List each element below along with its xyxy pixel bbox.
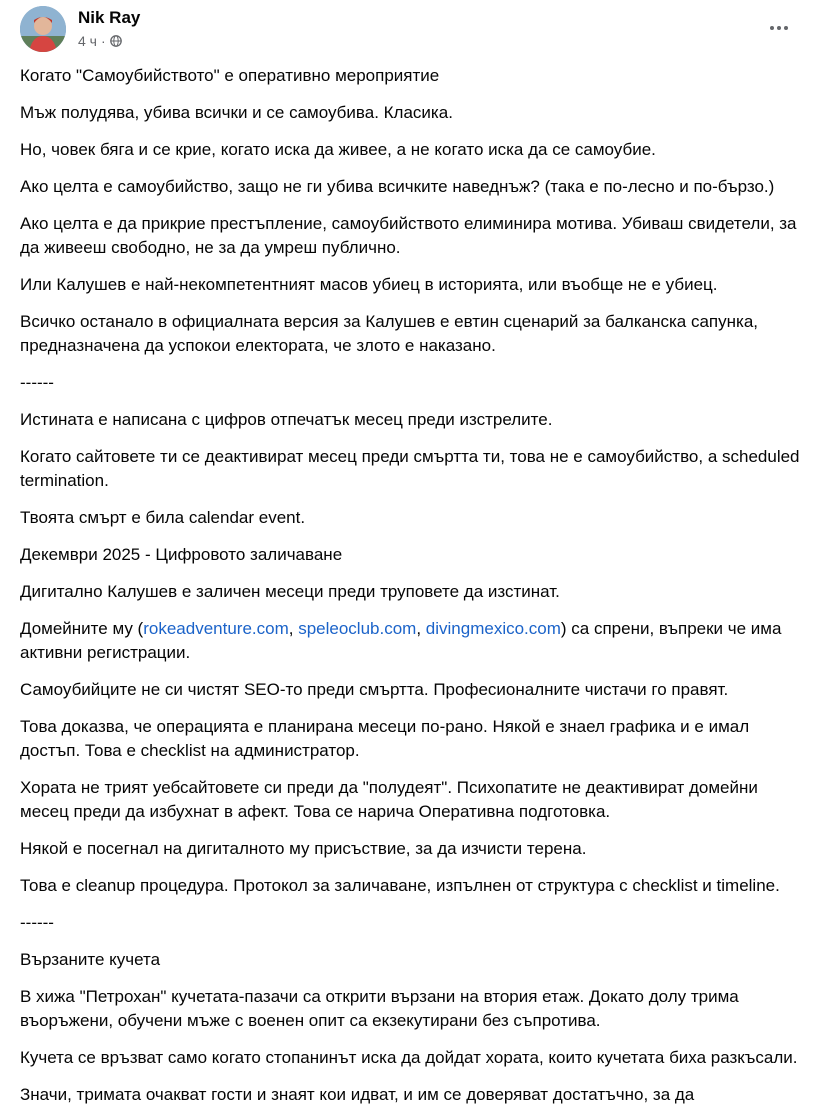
paragraph: Това доказва, че операцията е планирана месеци по-рано. Някой е знаел графика и е имал достъп. Това е checklist на администратор.	[20, 717, 750, 760]
post-header	[20, 6, 801, 56]
paragraph: Значи, тримата очакват гости и знаят кои идват, и им се доверяват достатъчно, за да	[20, 1085, 695, 1104]
paragraph: Хората не трият уебсайтовете си преди да "полудеят". Психопатите не деактивират домейни месец преди да избухнат в афект. Това се нарича Оперативна подготовка.	[20, 778, 758, 821]
paragraph: Всичко останало в официалната версия за Калушев е евтин сценарий за балканска сапунка, предназначена да успокои електората, че злото е наказано.	[20, 312, 759, 355]
domain-link-speleoclub[interactable]: speleoclub.com	[298, 619, 417, 638]
text: ,	[288, 619, 299, 638]
post-meta	[78, 33, 122, 49]
text: Домейните му (	[20, 619, 144, 638]
text: ,	[416, 619, 426, 638]
meta-separator: ·	[100, 33, 106, 49]
avatar[interactable]	[20, 6, 66, 52]
paragraph: Твоята смърт е била calendar event.	[20, 508, 306, 527]
text: ) са спрени, въпреки че има активни регистрации.	[20, 619, 782, 662]
post-time[interactable]: 4 ч	[78, 33, 97, 49]
paragraph: Когато "Самоубийството" е оперативно мероприятие	[20, 66, 440, 85]
domain-link-rokeadventure[interactable]: rokeadventure.com	[143, 619, 289, 638]
globe-icon[interactable]	[110, 35, 122, 47]
paragraph: Някой е посегнал на дигиталното му присъствие, за да изчисти терена.	[20, 839, 587, 858]
paragraph: Ако целта е самоубийство, защо не ги убива всичките наведнъж? (така е по-лесно и по-бързо.)	[20, 177, 775, 196]
domain-link-divingmexico[interactable]: divingmexico.com	[425, 619, 561, 638]
paragraph: Истината е написана с цифров отпечатък месец преди изстрелите.	[20, 410, 553, 429]
paragraph: В хижа "Петрохан" кучетата-пазачи са открити вързани на втория етаж. Докато долу трима въоръжени, обучени мъже с военен опит са екзекутирани без съпротива.	[20, 987, 739, 1030]
post-text	[20, 64, 805, 1120]
paragraph: Вързаните кучета	[20, 950, 161, 969]
more-horizontal-icon	[770, 26, 774, 30]
paragraph: Това е cleanup процедура. Протокол за заличаване, изпълнен от структура с checklist и timeline.	[20, 876, 780, 895]
paragraph: Декември 2025 - Цифровото заличаване	[20, 545, 343, 564]
paragraph: Или Калушев е най-некомпетентният масов убиец в историята, или въобще не е убиец.	[20, 275, 718, 294]
paragraph: Ако целта е да прикрие престъпление, самоубийството елиминира мотива. Убиваш свидетели, за да живееш свободно, не за да умреш публично.	[20, 214, 797, 257]
paragraph: Кучета се връзват само когато стопанинът иска да дойдат хората, които кучетата биха разкъсали.	[20, 1048, 798, 1067]
paragraph: Когато сайтовете ти се деактивират месец преди смъртта ти, това не е самоубийство, а scheduled termination.	[20, 447, 800, 490]
paragraph-with-links	[20, 617, 805, 665]
separator: ------	[20, 373, 54, 392]
separator: ------	[20, 913, 54, 932]
paragraph: Мъж полудява, убива всички и се самоубива. Класика.	[20, 103, 453, 122]
dot	[777, 26, 781, 30]
avatar-image	[20, 6, 66, 52]
more-options-button[interactable]	[761, 10, 797, 46]
paragraph: Самоубийците не си чистят SEO-то преди смъртта. Професионалните чистачи го правят.	[20, 680, 729, 699]
dot	[784, 26, 788, 30]
paragraph: Но, човек бяга и се крие, когато иска да живее, а не когато иска да се самоубие.	[20, 140, 656, 159]
paragraph: Дигитално Калушев е заличен месеци преди труповете да изстинат.	[20, 582, 560, 601]
author-name[interactable]: Nik Ray	[78, 8, 141, 27]
